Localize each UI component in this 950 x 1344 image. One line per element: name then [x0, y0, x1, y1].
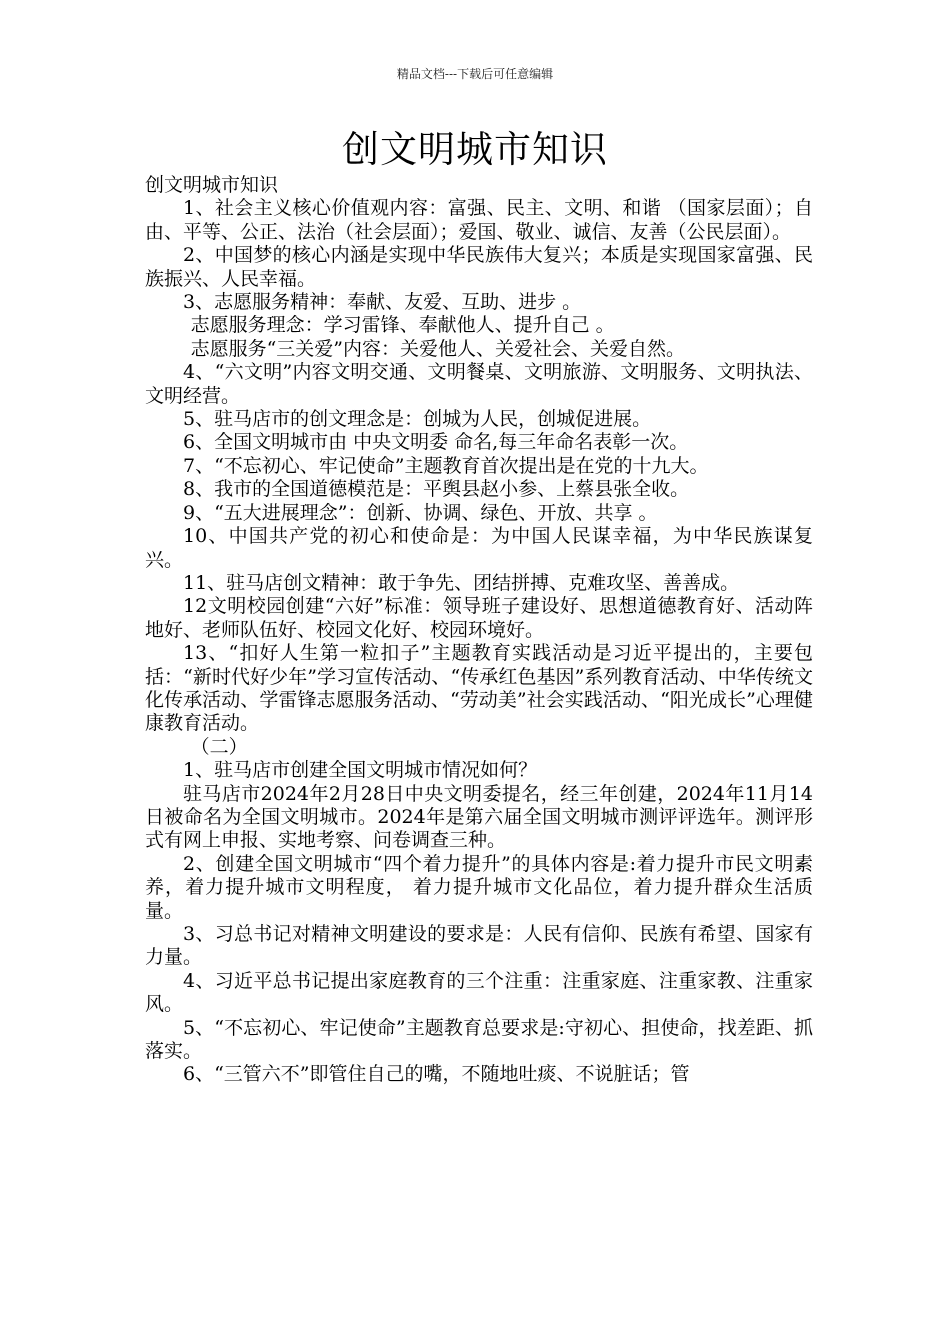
- running-header: 精品文档---下载后可任意编辑: [396, 67, 554, 81]
- paragraph-s2-answer-1: 驻马店市2024年2月28日中央文明委提名，经三年创建，2024年11月14日被命名为全国文明城市。2024年是第六届全国文明城市测评评选年。测评形式有网上申报、实地考察、问卷调查三种。: [145, 782, 813, 852]
- paragraph-s2-item-5: 5、“不忘初心、牢记使命”主题教育总要求是:守初心、担使命，找差距、抓落实。: [145, 1016, 813, 1063]
- paragraph-s2-item-3: 3、习总书记对精神文明建设的要求是：人民有信仰、民族有希望、国家有力量。: [145, 923, 813, 969]
- paragraph-item-4: 4、“六文明”内容文明交通、文明餐桌、文明旅游、文明服务、文明执法、文明经营。: [145, 361, 813, 407]
- paragraph-item-10: 10、中国共产党的初心和使命是：为中国人民谋幸福，为中华民族谋复兴。: [145, 525, 813, 571]
- paragraph-item-7: 7、“不忘初心、牢记使命”主题教育首次提出是在党的十九大。: [183, 454, 709, 477]
- document-body: [145, 174, 813, 1087]
- paragraph-volunteer-concept: 志愿服务理念：学习雷锋、奉献他人、提升自己 。: [190, 314, 615, 337]
- paragraph-item-13: 13、“扣好人生第一粒扣子”主题教育实践活动是习近平提出的，主要包括：“新时代好少年”学习宣传活动、“传承红色基因”系列教育活动、中华传统文化传承活动、学雷锋志愿服务活动、“劳动美”社会实践活动、“阳光成长”心理健康教育活动。: [145, 642, 813, 735]
- section-heading: 创文明城市知识: [145, 174, 279, 196]
- paragraph-item-12: 12文明校园创建“六好”标准：领导班子建设好、思想道德教育好、活动阵地好、老师队伍好、校园文化好、校园环境好。: [145, 595, 813, 641]
- paragraph-volunteer-three-care: 志愿服务“三关爱”内容：关爱他人、关爱社会、关爱自然。: [190, 337, 686, 360]
- paragraph-s2-item-1: 1、驻马店市创建全国文明城市情况如何？: [183, 759, 538, 782]
- paragraph-s2-item-6: 6、“三管六不”即管住自己的嘴，不随地吐痰、不说脏话；管: [183, 1063, 690, 1086]
- paragraph-item-2: 2、中国梦的核心内涵是实现中华民族伟大复兴；本质是实现国家富强、民族振兴、人民幸福。: [145, 244, 813, 290]
- paragraph-item-6: 6、全国文明城市由 中央文明委 命名,每三年命名表彰一次。: [183, 431, 689, 454]
- paragraph-item-1: 1、社会主义核心价值观内容：富强、民主、文明、和谐 （国家层面）；自由、平等、公正、法治（社会层面）；爱国、敬业、诚信、友善（公民层面）。: [145, 197, 813, 243]
- paragraph-item-5: 5、驻马店市的创文理念是：创城为人民，创城促进展。: [183, 408, 652, 431]
- paragraph-s2-item-4: 4、习近平总书记提出家庭教育的三个注重：注重家庭、注重家教、注重家风。: [145, 969, 813, 1016]
- paragraph-item-3: 3、志愿服务精神：奉献、友爱、互助、进步 。: [183, 291, 582, 314]
- section-two-heading: （二）: [190, 735, 248, 758]
- paragraph-item-8: 8、我市的全国道德模范是：平舆县赵小参、上蔡县张全收。: [183, 478, 690, 501]
- document-title: 创文明城市知识: [342, 128, 608, 171]
- paragraph-item-9: 9、“五大进展理念”：创新、协调、绿色、开放、共享 。: [183, 501, 658, 524]
- paragraph-s2-item-2: 2、创建全国文明城市“四个着力提升”的具体内容是:着力提升市民文明素养，着力提升城市文明程度， 着力提升城市文化品位，着力提升群众生活质量。: [145, 852, 813, 922]
- paragraph-item-11: 11、驻马店创文精神：敢于争先、团结拼搏、克难攻坚、善善成。: [183, 571, 740, 594]
